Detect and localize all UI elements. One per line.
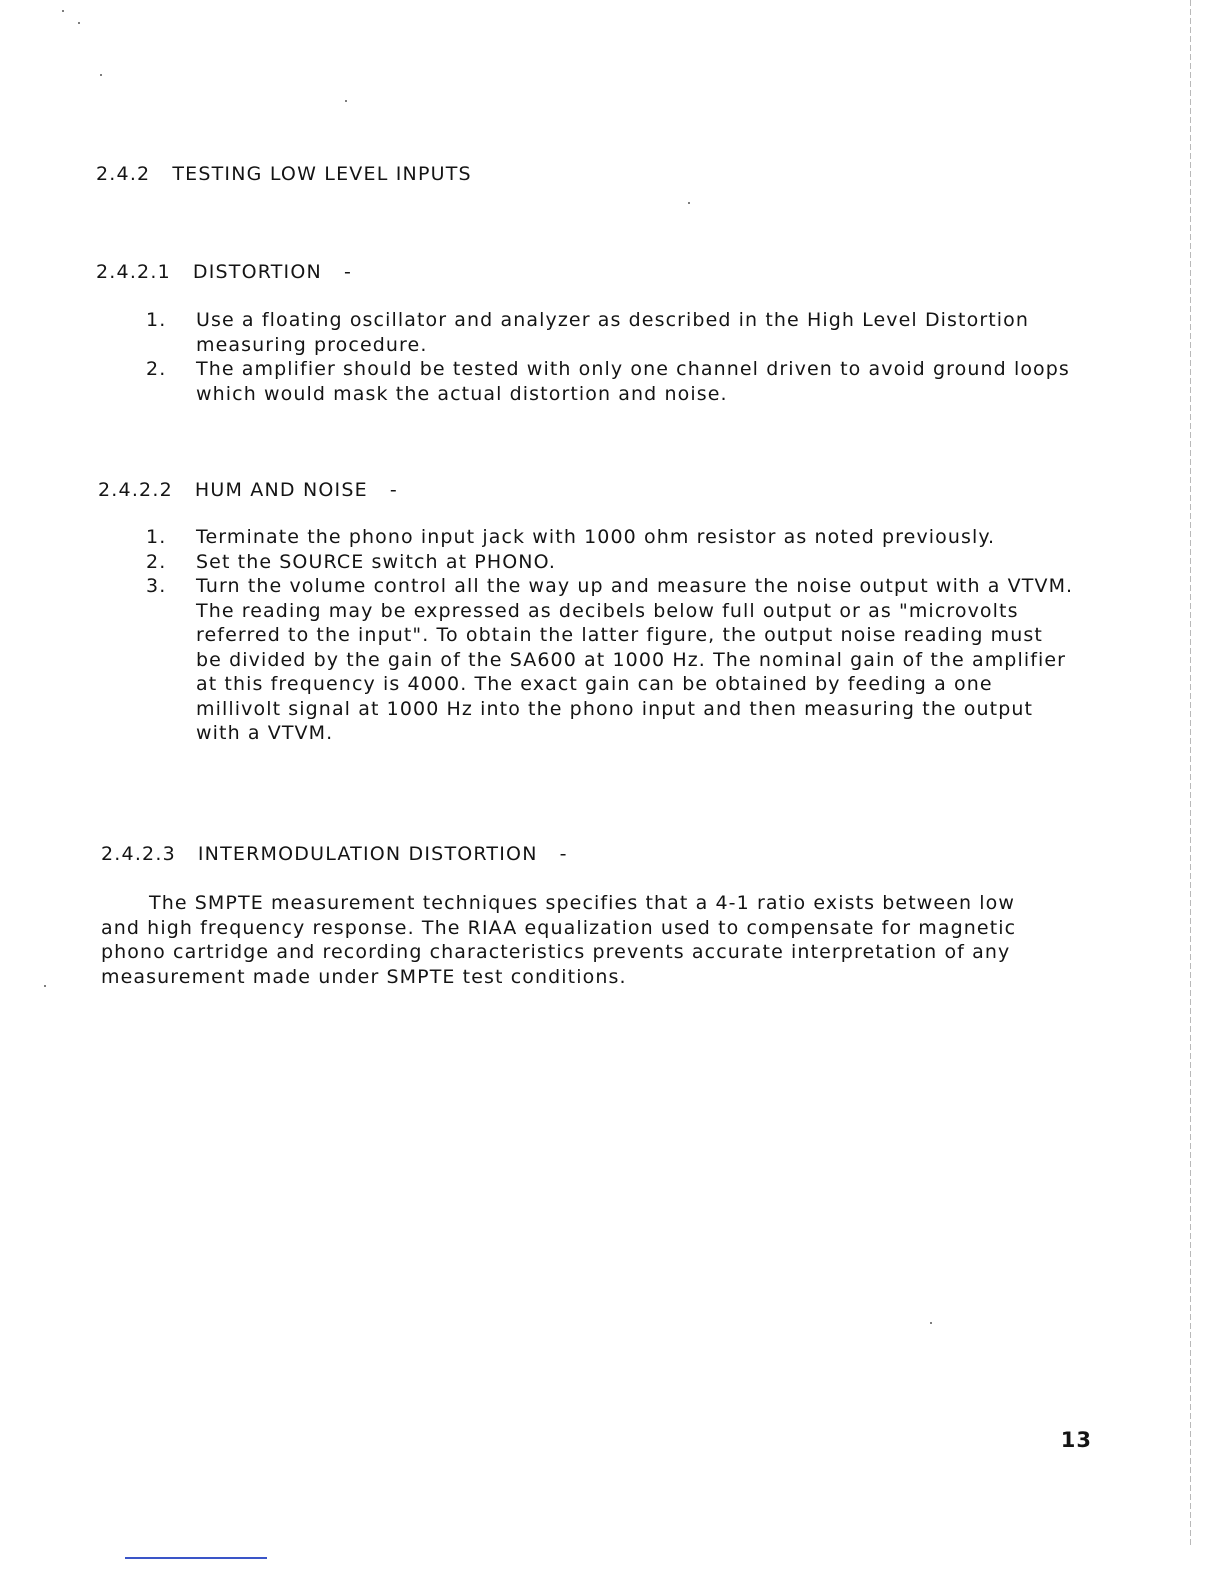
section-heading-intermodulation — [101, 842, 568, 866]
list-marker: 2. — [146, 358, 167, 380]
scan-edge-rule — [1190, 0, 1191, 1545]
section-number: 2.4.2.3 — [101, 843, 176, 865]
section-title: HUM AND NOISE — [194, 479, 368, 501]
section-heading-2-4-2 — [96, 162, 472, 186]
list-item — [146, 550, 1076, 575]
list-item — [146, 525, 1076, 550]
section-number: 2.4.2.1 — [96, 261, 171, 283]
section-dash: - — [389, 479, 398, 501]
list-marker: 1. — [146, 526, 167, 548]
distortion-steps-list — [146, 308, 1076, 406]
page-number: 13 — [1060, 1428, 1092, 1452]
scan-speck — [44, 985, 46, 987]
scan-speck — [78, 22, 80, 24]
section-number: 2.4.2 — [96, 163, 151, 185]
list-item-text: Use a floating oscillator and analyzer as described in the High Level Distortion measuring procedure. — [196, 309, 1030, 356]
list-marker: 2. — [146, 550, 167, 573]
scan-speck — [688, 202, 690, 204]
list-item-text: Set the SOURCE switch at PHONO. — [196, 550, 557, 573]
bottom-edge-mark — [125, 1557, 267, 1559]
section-title: DISTORTION — [192, 261, 322, 283]
scan-speck — [62, 10, 64, 12]
intermodulation-paragraph: The SMPTE measurement techniques specifies that a 4-1 ratio exists between low and high frequency response. The RIAA equalization used to compensate for magnetic phono cartridge and recording characteristics prevents accurate interpretation of any measurement made under SMPTE test conditions. — [101, 892, 1017, 988]
section-number: 2.4.2.2 — [98, 479, 173, 501]
list-item-text: Terminate the phono input jack with 1000 ohm resistor as noted previously. — [196, 526, 996, 548]
list-marker: 1. — [146, 309, 167, 331]
section-dash: - — [343, 261, 352, 283]
scan-speck — [930, 1322, 932, 1324]
section-heading-hum-noise — [98, 478, 398, 502]
scan-speck — [100, 74, 102, 76]
section-title: INTERMODULATION DISTORTION — [197, 843, 538, 865]
list-marker: 3. — [146, 575, 167, 597]
list-item-text: The amplifier should be tested with only one channel driven to avoid ground loops which would mask the actual distortion and noise. — [196, 358, 1070, 405]
section-heading-distortion — [96, 260, 352, 284]
list-item — [146, 308, 1076, 357]
hum-noise-steps-list — [146, 525, 1076, 746]
list-item — [146, 574, 1076, 746]
list-item — [146, 357, 1076, 406]
list-item-text: Turn the volume control all the way up and measure the noise output with a VTVM. The reading may be expressed as decibels below full output or as "microvolts referred to the input". To obtain the latter figure, the output noise reading must be divided by the gain of the SA600 at 1000 Hz. The nominal gain of the amplifier at this frequency is 4000. The exact gain can be obtained by feeding a one millivolt signal at 1000 Hz into the phono input and then measuring the output with a VTVM. — [196, 575, 1074, 744]
scan-speck — [345, 100, 347, 102]
section-dash: - — [559, 843, 568, 865]
section-title: TESTING LOW LEVEL INPUTS — [172, 163, 472, 185]
